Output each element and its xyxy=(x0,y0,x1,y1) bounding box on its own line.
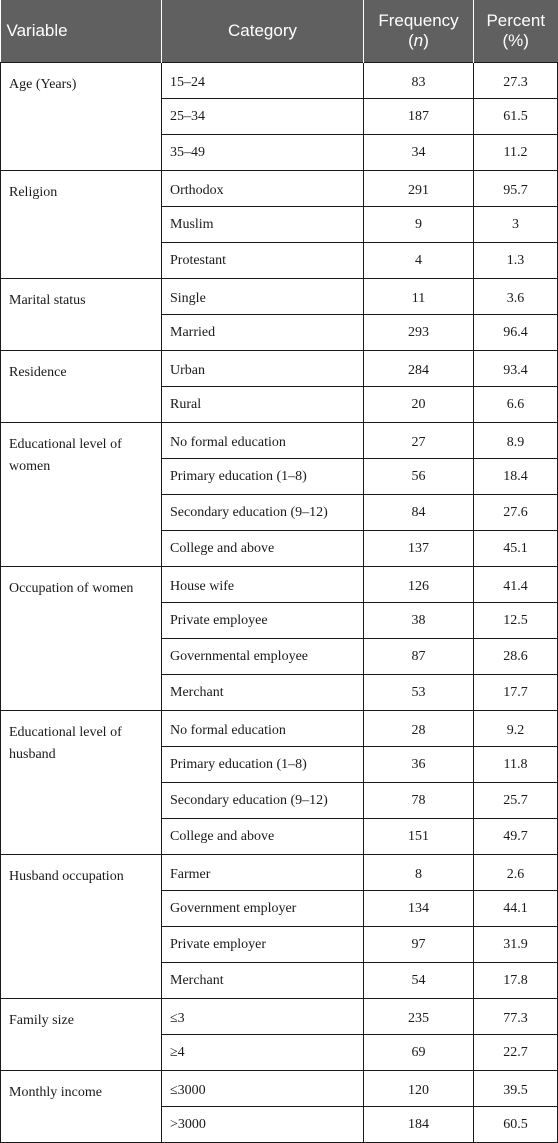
frequency-cell: 53 xyxy=(364,675,474,711)
table-row xyxy=(1,1071,558,1107)
category-cell: Primary education (1–8) xyxy=(162,747,364,783)
variable-cell: Family size xyxy=(1,999,162,1071)
frequency-cell: 8 xyxy=(364,855,474,891)
percent-cell: 31.9 xyxy=(474,927,558,963)
category-cell: Primary education (1–8) xyxy=(162,459,364,495)
percent-cell: 6.6 xyxy=(474,387,558,423)
category-cell: Government employer xyxy=(162,891,364,927)
frequency-cell: 126 xyxy=(364,567,474,603)
header-percent xyxy=(474,0,558,63)
percent-cell: 12.5 xyxy=(474,603,558,639)
percent-cell: 93.4 xyxy=(474,351,558,387)
header-frequency: Frequency (n) xyxy=(364,0,474,63)
percent-cell: 28.6 xyxy=(474,639,558,675)
frequency-cell: 27 xyxy=(364,423,474,459)
variable-cell: Marital status xyxy=(1,279,162,351)
category-cell: College and above xyxy=(162,819,364,855)
variable-cell: Occupation of women xyxy=(1,567,162,711)
percent-cell: 77.3 xyxy=(474,999,558,1035)
variable-cell: Educational level of women xyxy=(1,423,162,567)
percent-cell: 18.4 xyxy=(474,459,558,495)
table-row xyxy=(1,351,558,387)
frequency-cell: 38 xyxy=(364,603,474,639)
percent-cell: 49.7 xyxy=(474,819,558,855)
percent-cell: 27.6 xyxy=(474,495,558,531)
percent-cell: 96.4 xyxy=(474,315,558,351)
frequency-cell: 293 xyxy=(364,315,474,351)
header-category xyxy=(162,0,364,63)
frequency-cell: 184 xyxy=(364,1107,474,1143)
frequency-cell: 291 xyxy=(364,171,474,207)
percent-cell: 41.4 xyxy=(474,567,558,603)
frequency-cell: 134 xyxy=(364,891,474,927)
category-cell: Private employee xyxy=(162,603,364,639)
table-row xyxy=(1,423,558,459)
category-cell: Merchant xyxy=(162,675,364,711)
frequency-cell: 235 xyxy=(364,999,474,1035)
variable-cell: Educational level of husband xyxy=(1,711,162,855)
frequency-cell: 78 xyxy=(364,783,474,819)
frequency-cell: 9 xyxy=(364,207,474,243)
table-row xyxy=(1,171,558,207)
frequency-cell: 284 xyxy=(364,351,474,387)
variable-cell: Age (Years) xyxy=(1,63,162,171)
header-category-label: Category xyxy=(228,21,297,40)
frequency-cell: 4 xyxy=(364,243,474,279)
category-cell: No formal education xyxy=(162,423,364,459)
header-percent-symbol: (%) xyxy=(502,31,529,50)
frequency-cell: 20 xyxy=(364,387,474,423)
table-body xyxy=(1,63,558,1143)
category-cell: No formal education xyxy=(162,711,364,747)
category-cell: Merchant xyxy=(162,963,364,999)
frequency-cell: 151 xyxy=(364,819,474,855)
header-variable xyxy=(1,0,162,63)
frequency-cell: 120 xyxy=(364,1071,474,1107)
category-cell: 25–34 xyxy=(162,99,364,135)
table-row xyxy=(1,855,558,891)
frequency-cell: 56 xyxy=(364,459,474,495)
variable-cell: Residence xyxy=(1,351,162,423)
category-cell: Married xyxy=(162,315,364,351)
frequency-cell: 83 xyxy=(364,63,474,99)
table-header xyxy=(1,0,558,63)
category-cell: Protestant xyxy=(162,243,364,279)
table-row xyxy=(1,567,558,603)
category-cell: Governmental employee xyxy=(162,639,364,675)
category-cell: Urban xyxy=(162,351,364,387)
frequency-cell: 34 xyxy=(364,135,474,171)
frequency-cell: 28 xyxy=(364,711,474,747)
category-cell: Private employer xyxy=(162,927,364,963)
category-cell: Secondary education (9–12) xyxy=(162,783,364,819)
percent-cell: 3.6 xyxy=(474,279,558,315)
category-cell: Orthodox xyxy=(162,171,364,207)
header-frequency-symbol: n xyxy=(413,31,424,50)
table-row xyxy=(1,711,558,747)
percent-cell: 45.1 xyxy=(474,531,558,567)
percent-cell: 8.9 xyxy=(474,423,558,459)
table-row xyxy=(1,279,558,315)
percent-cell: 22.7 xyxy=(474,1035,558,1071)
category-cell: ≤3000 xyxy=(162,1071,364,1107)
frequency-cell: 54 xyxy=(364,963,474,999)
frequency-cell: 187 xyxy=(364,99,474,135)
table-row xyxy=(1,63,558,99)
header-variable-label: Variable xyxy=(6,21,68,40)
category-cell: House wife xyxy=(162,567,364,603)
percent-cell: 2.6 xyxy=(474,855,558,891)
frequency-cell: 84 xyxy=(364,495,474,531)
category-cell: Secondary education (9–12) xyxy=(162,495,364,531)
percent-cell: 1.3 xyxy=(474,243,558,279)
category-cell: Single xyxy=(162,279,364,315)
percent-cell: 17.8 xyxy=(474,963,558,999)
category-cell: College and above xyxy=(162,531,364,567)
table-row xyxy=(1,999,558,1035)
percent-cell: 17.7 xyxy=(474,675,558,711)
header-frequency-label: Frequency xyxy=(378,11,459,30)
category-cell: Rural xyxy=(162,387,364,423)
frequency-cell: 69 xyxy=(364,1035,474,1071)
category-cell: 15–24 xyxy=(162,63,364,99)
percent-cell: 61.5 xyxy=(474,99,558,135)
frequency-cell: 137 xyxy=(364,531,474,567)
header-percent-label: Percent xyxy=(486,11,546,30)
percent-cell: 60.5 xyxy=(474,1107,558,1143)
percent-cell: 3 xyxy=(474,207,558,243)
percent-cell: 39.5 xyxy=(474,1071,558,1107)
category-cell: ≤3 xyxy=(162,999,364,1035)
category-cell: ≥4 xyxy=(162,1035,364,1071)
variable-cell: Husband occupation xyxy=(1,855,162,999)
percent-cell: 95.7 xyxy=(474,171,558,207)
frequency-cell: 87 xyxy=(364,639,474,675)
percent-cell: 44.1 xyxy=(474,891,558,927)
percent-cell: 11.8 xyxy=(474,747,558,783)
percent-cell: 9.2 xyxy=(474,711,558,747)
percent-cell: 27.3 xyxy=(474,63,558,99)
variable-cell: Religion xyxy=(1,171,162,279)
frequency-cell: 11 xyxy=(364,279,474,315)
frequency-cell: 97 xyxy=(364,927,474,963)
category-cell: 35–49 xyxy=(162,135,364,171)
category-cell: Farmer xyxy=(162,855,364,891)
header-row xyxy=(1,0,558,63)
category-cell: >3000 xyxy=(162,1107,364,1143)
frequency-cell: 36 xyxy=(364,747,474,783)
percent-cell: 25.7 xyxy=(474,783,558,819)
percent-cell: 11.2 xyxy=(474,135,558,171)
category-cell: Muslim xyxy=(162,207,364,243)
variable-cell: Monthly income xyxy=(1,1071,162,1143)
